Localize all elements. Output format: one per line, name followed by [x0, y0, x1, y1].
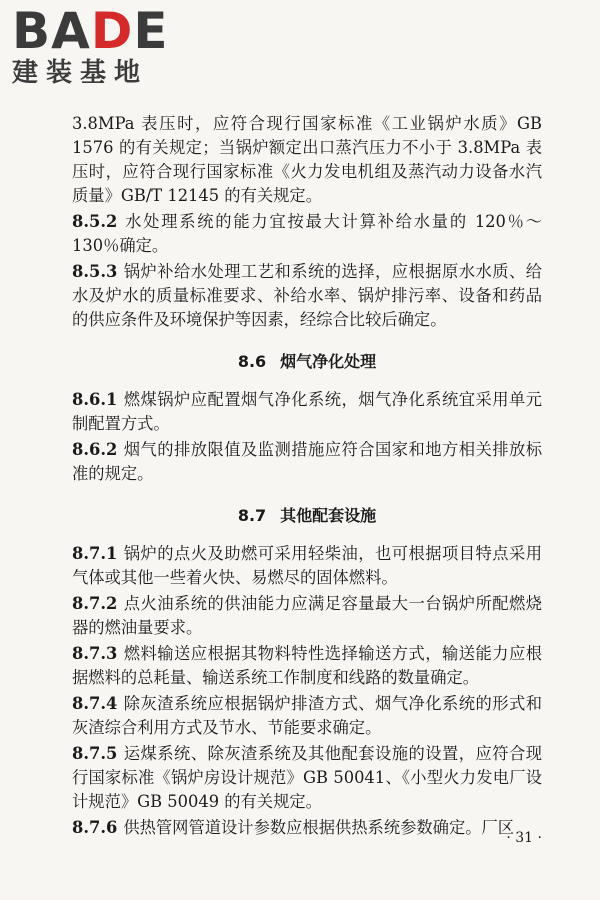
clause-8-6-1: 8.6.1 燃煤锅炉应配置烟气净化系统，烟气净化系统宜采用单元制配置方式。	[72, 390, 542, 433]
clause-8-7-6: 8.7.6 供热管网管道设计参数应根据供热系统参数确定。厂区	[72, 818, 515, 837]
section-heading-8-6: 8.6 烟气净化处理	[237, 352, 377, 371]
document-body	[72, 112, 542, 842]
logo-subtitle: 建装基地	[12, 58, 149, 88]
clause-8-7-5: 8.7.5 运煤系统、除灰渣系统及其他配套设施的设置，应符合现行国家标准《锅炉房设计规范》GB 50041、《小型火力发电厂设计规范》GB 50049 的有关规定。	[72, 744, 542, 811]
paragraph-continued: 3.8MPa 表压时，应符合现行国家标准《工业锅炉水质》GB 1576 的有关规定；当锅炉额定出口蒸汽压力不小于 3.8MPa 表压时，应符合现行国家标准《火力发电机组及蒸汽动力设备水汽质量》GB/T 12145 的有关规定。	[72, 114, 542, 205]
clause-8-6-2: 8.6.2 烟气的排放限值及监测措施应符合国家和地方相关排放标准的规定。	[72, 440, 542, 483]
page-number: · 31 ·	[506, 830, 542, 846]
clause-8-7-3: 8.7.3 燃料输送应根据其物料特性选择输送方式，输送能力应根据燃料的总耗量、输送系统工作制度和线路的数量确定。	[72, 644, 542, 687]
section-heading-8-7: 8.7 其他配套设施	[237, 506, 377, 525]
clause-8-7-4: 8.7.4 除灰渣系统应根据锅炉排渣方式、烟气净化系统的形式和灰渣综合利用方式及节水、节能要求确定。	[72, 694, 542, 737]
logo-wordmark: BADE	[12, 2, 169, 60]
clause-8-7-1: 8.7.1 锅炉的点火及助燃可采用轻柴油，也可根据项目特点采用气体或其他一些着火快、易燃尽的固体燃料。	[72, 544, 542, 587]
clause-8-7-2: 8.7.2 点火油系统的供油能力应满足容量最大一台锅炉所配燃烧器的燃油量要求。	[72, 594, 542, 637]
bade-logo	[12, 2, 192, 88]
clause-8-5-2: 8.5.2 水处理系统的能力宜按最大计算补给水量的 120％～130％确定。	[72, 212, 542, 255]
clause-8-5-3: 8.5.3 锅炉补给水处理工艺和系统的选择，应根据原水水质、给水及炉水的质量标准要求、补给水率、锅炉排污率、设备和药品的供应条件及环境保护等因素，经综合比较后确定。	[72, 262, 542, 329]
